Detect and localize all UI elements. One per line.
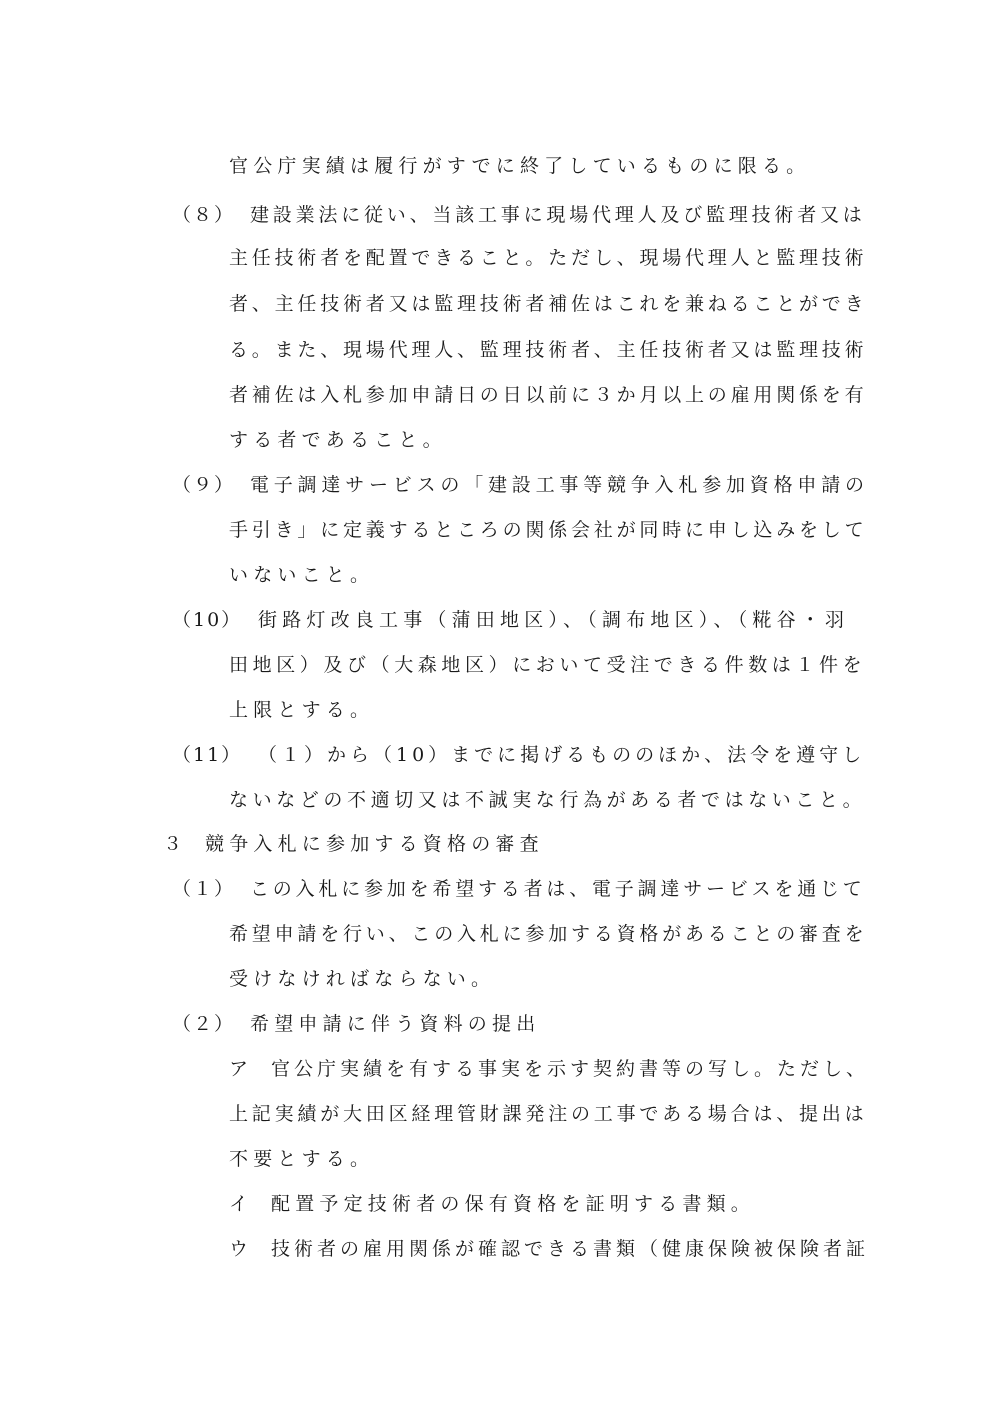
sub-item-a: ア xyxy=(229,1058,251,1080)
text-line: 希望申請に伴う資料の提出 xyxy=(250,1013,541,1035)
item-number-3-1: （１） xyxy=(172,878,236,900)
item-number-11: （11） xyxy=(172,744,243,766)
text-line: 配置予定技術者の保有資格を証明する書類。 xyxy=(271,1193,756,1215)
text-line: 主任技術者を配置できること。ただし、現場代理人と監理技術 xyxy=(229,247,868,269)
text-line: 者補佐は入札参加申請日の日以前に３か月以上の雇用関係を有 xyxy=(229,384,868,406)
sub-item-i: イ xyxy=(229,1193,251,1215)
sub-item-u: ウ xyxy=(229,1238,251,1260)
text-line: 上限とする。 xyxy=(229,699,375,721)
item-number-8: （８） xyxy=(172,204,236,226)
text-line: 希望申請を行い、この入札に参加する資格があることの審査を xyxy=(229,923,868,945)
text-line: る。また、現場代理人、監理技術者、主任技術者又は監理技術 xyxy=(229,339,868,361)
text-line: 電子調達サービスの「建設工事等競争入札参加資格申請の xyxy=(250,474,869,496)
text-line: 街路灯改良工事（蒲田地区）、（調布地区）、（糀谷・羽 xyxy=(258,609,850,631)
text-line: 受けなければならない。 xyxy=(229,968,496,990)
text-line: 官公庁実績は履行がすでに終了しているものに限る。 xyxy=(229,155,811,177)
text-line: 者、主任技術者又は監理技術者補佐はこれを兼ねることができ xyxy=(229,293,868,315)
item-number-10: （10） xyxy=(172,609,243,631)
text-line: （１）から（10）までに掲げるもののほか、法令を遵守し xyxy=(258,744,866,766)
text-line: する者であること。 xyxy=(229,429,447,451)
text-line: この入札に参加を希望する者は、電子調達サービスを通じて xyxy=(250,878,866,900)
item-number-3-2: （２） xyxy=(172,1013,236,1035)
text-line: 不要とする。 xyxy=(229,1148,375,1170)
text-line: いないこと。 xyxy=(229,564,375,586)
text-line: 技術者の雇用関係が確認できる書類（健康保険被保険者証 xyxy=(271,1238,870,1260)
text-line: 建設業法に従い、当該工事に現場代理人及び監理技術者又は xyxy=(250,204,866,226)
text-line: 田地区）及び（大森地区）において受注できる件数は１件を xyxy=(229,654,867,676)
item-number-9: （９） xyxy=(172,474,236,496)
text-line: 官公庁実績を有する事実を示す契約書等の写し。ただし、 xyxy=(271,1058,870,1080)
text-line: 手引き」に定義するところの関係会社が同時に申し込みをして xyxy=(229,519,868,541)
section-heading: 競争入札に参加する資格の審査 xyxy=(205,833,544,855)
text-line: ないなどの不適切又は不誠実な行為がある者ではないこと。 xyxy=(229,789,867,811)
section-number-3: ３ xyxy=(163,833,185,855)
text-line: 上記実績が大田区経理管財課発注の工事である場合は、提出は xyxy=(229,1103,868,1125)
